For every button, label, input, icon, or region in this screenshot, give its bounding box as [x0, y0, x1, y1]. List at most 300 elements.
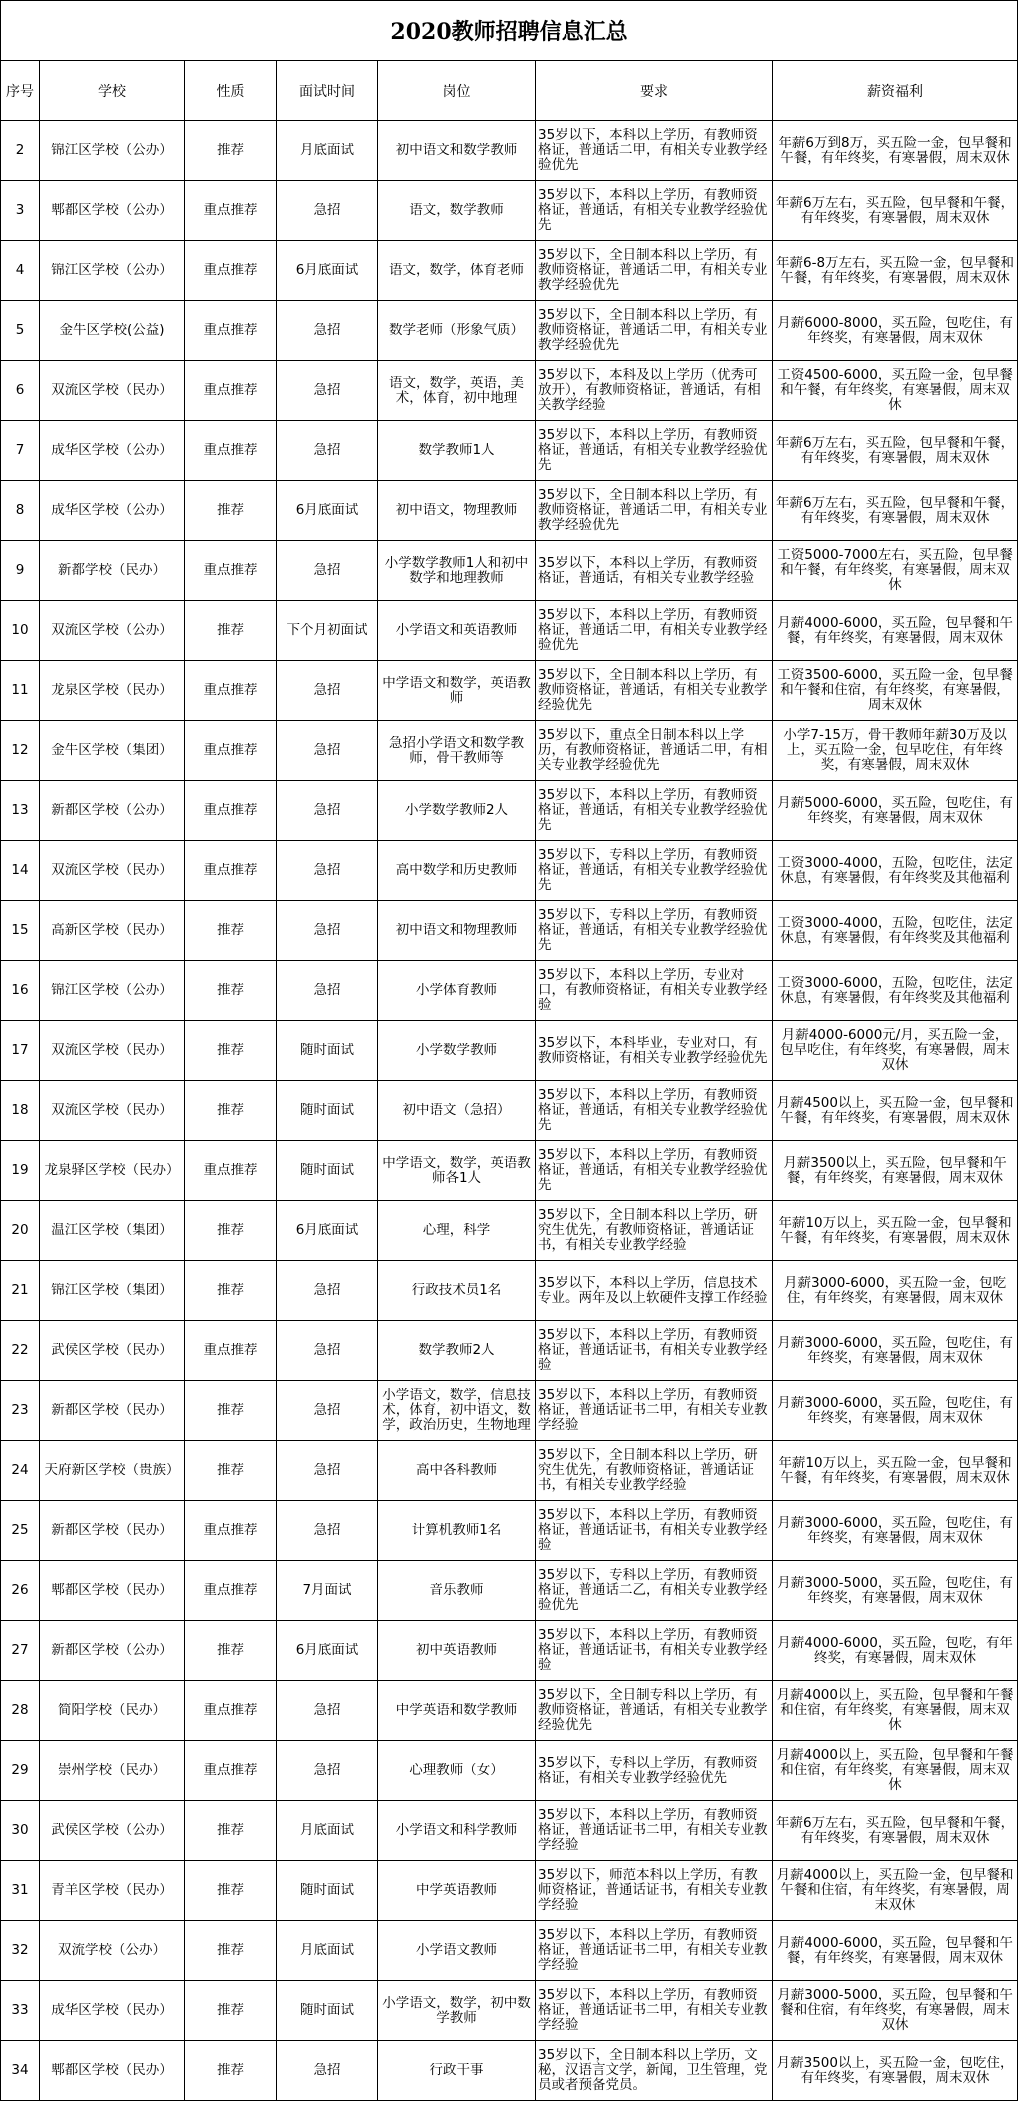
interview-time-cell [277, 1141, 378, 1201]
interview-time-cell [277, 1441, 378, 1501]
row-number: 29 [11, 1763, 29, 1778]
recommend-type: 重点推荐 [203, 803, 258, 818]
salary-benefits-cell [773, 841, 1018, 901]
position-name-cell [378, 1981, 536, 2041]
row-number: 4 [15, 263, 25, 278]
school-name: 高新区学校（民办） [51, 923, 173, 938]
requirements: 35岁以下，专科以上学历，有教师资格证，有相关专业教学经验优先 [538, 1755, 758, 1786]
requirements-cell [536, 901, 773, 961]
requirements: 35岁以下，本科毕业，专业对口，有教师资格证，有相关专业教学经验优先 [538, 1035, 768, 1066]
recommend-type: 重点推荐 [203, 1163, 258, 1178]
position-name-cell [378, 661, 536, 721]
recommend-type-cell [185, 1441, 277, 1501]
row-number-cell [1, 661, 40, 721]
salary-benefits-cell [773, 601, 1018, 661]
requirements-cell [536, 541, 773, 601]
position-name: 高中数学和历史教师 [395, 863, 518, 878]
row-number: 14 [11, 863, 29, 878]
interview-time: 6月底面试 [295, 1223, 359, 1238]
school-name: 新都区学校（公办） [51, 803, 173, 818]
requirements-cell [536, 1921, 773, 1981]
salary-benefits: 月薪4000以上，买五险，包早餐和午餐和住宿，有年终奖，有寒暑假，周末双休 [776, 1748, 1014, 1793]
interview-time-cell [277, 1021, 378, 1081]
salary-benefits-cell [773, 181, 1018, 241]
row-number-cell [1, 181, 40, 241]
interview-time: 急招 [313, 983, 341, 998]
salary-benefits-cell [773, 1141, 1018, 1201]
row-number-cell [1, 1801, 40, 1861]
salary-benefits: 月薪3000-6000，买五险，包吃住，有年终奖，有寒暑假，周末双休 [777, 1515, 1013, 1546]
interview-time-cell [277, 481, 378, 541]
row-number-cell [1, 781, 40, 841]
position-name: 行政干事 [429, 2063, 484, 2078]
interview-time-cell [277, 361, 378, 421]
row-number: 17 [11, 1043, 29, 1058]
row-number: 16 [11, 983, 29, 998]
salary-benefits-cell [773, 721, 1018, 781]
salary-benefits: 月薪6000-8000，买五险，包吃住，有年终奖，有寒暑假，周末双休 [777, 315, 1013, 346]
row-number: 24 [11, 1463, 29, 1478]
requirements-cell [536, 1561, 773, 1621]
position-name-cell [378, 1921, 536, 1981]
interview-time: 随时面试 [300, 1883, 354, 1898]
salary-benefits-cell [773, 1561, 1018, 1621]
school-name: 新都区学校（公办） [51, 1643, 173, 1658]
requirements: 35岁以下，本科以上学历，有教师资格证，普通话，有相关专业教学经验优先 [538, 788, 768, 833]
salary-benefits-cell [773, 541, 1018, 601]
school-name-cell [40, 901, 185, 961]
row-number-cell [1, 241, 40, 301]
requirements-cell [536, 121, 773, 181]
row-number: 6 [15, 383, 25, 398]
requirements: 35岁以下，全日制本科以上学历，研究生优先，有教师资格证，普通话证书，有相关专业教学经验 [538, 1208, 758, 1253]
recommend-type-cell [185, 2041, 277, 2101]
position-name: 小学语文和英语教师 [395, 623, 518, 638]
requirements-cell [536, 601, 773, 661]
row-number-cell [1, 1201, 40, 1261]
interview-time-cell [277, 901, 378, 961]
salary-benefits-cell [773, 1381, 1018, 1441]
salary-benefits: 月薪4500以上，买五险一金，包早餐和午餐，有年终奖，有寒暑假，周末双休 [776, 1095, 1014, 1126]
salary-benefits: 工资3500-6000，买五险一金，包早餐和午餐和住宿，有年终奖，有寒暑假，周末双休 [777, 668, 1013, 713]
row-number: 34 [11, 2063, 29, 2078]
interview-time-cell [277, 1741, 378, 1801]
row-number: 22 [11, 1343, 29, 1358]
interview-time: 急招 [313, 923, 341, 938]
interview-time-cell [277, 1261, 378, 1321]
salary-benefits-cell [773, 1681, 1018, 1741]
school-name-cell [40, 541, 185, 601]
table-row [1, 421, 1018, 481]
salary-benefits-cell [773, 121, 1018, 181]
interview-time: 月底面试 [300, 143, 354, 158]
recommend-type-cell [185, 1081, 277, 1141]
requirements: 35岁以下，本科以上学历，有教师资格证，普通话证书，有相关专业教学经验 [538, 1508, 768, 1553]
interview-time: 急招 [313, 683, 341, 698]
position-name: 语文，数学教师 [409, 203, 504, 218]
recommend-type-cell [185, 1381, 277, 1441]
salary-benefits: 工资4500-6000，买五险一金，包早餐和午餐，有年终奖，有寒暑假，周末双休 [777, 368, 1013, 413]
salary-benefits: 月薪3000-6000，买五险，包吃住，有年终奖，有寒暑假，周末双休 [777, 1335, 1013, 1366]
requirements: 35岁以下，本科以上学历，有教师资格证，普通话，有相关专业教学经验优先 [538, 188, 768, 233]
school-name-cell [40, 601, 185, 661]
school-name: 郫都区学校（民办） [51, 2063, 173, 2078]
position-name-cell [378, 541, 536, 601]
position-name: 初中英语教师 [416, 1643, 497, 1658]
interview-time-cell [277, 1381, 378, 1441]
recommend-type-cell [185, 421, 277, 481]
requirements-cell [536, 1141, 773, 1201]
row-number-cell [1, 1141, 40, 1201]
position-name-cell [378, 2041, 536, 2101]
position-name: 数学教师1人 [418, 443, 495, 458]
row-number-cell [1, 2041, 40, 2101]
interview-time-cell [277, 1201, 378, 1261]
salary-benefits: 月薪4000以上，买五险，包早餐和午餐和住宿，有年终奖，有寒暑假，周末双休 [776, 1688, 1014, 1733]
position-name: 小学数学教师 [416, 1043, 497, 1058]
school-name-cell [40, 361, 185, 421]
school-name-cell [40, 1321, 185, 1381]
school-name-cell [40, 661, 185, 721]
position-name: 数学老师（形象气质） [389, 323, 524, 338]
school-name: 双流区学校（民办） [51, 1043, 173, 1058]
recommend-type: 推荐 [217, 1463, 244, 1478]
table-row [1, 1621, 1018, 1681]
salary-benefits: 月薪3500以上，买五险一金，包吃住，有年终奖，有寒暑假，周末双休 [776, 2055, 1014, 2086]
school-name: 锦江区学校（公办） [51, 143, 173, 158]
position-name-cell [378, 421, 536, 481]
table-row [1, 841, 1018, 901]
requirements-cell [536, 421, 773, 481]
salary-benefits: 月薪4000-6000，买五险，包早餐和午餐，有年终奖，有寒暑假，周末双休 [777, 615, 1013, 646]
recommend-type-cell [185, 781, 277, 841]
interview-time-cell [277, 421, 378, 481]
interview-time: 急招 [313, 383, 341, 398]
row-number-cell [1, 1501, 40, 1561]
requirements: 35岁以下，本科以上学历，有教师资格证，普通话，有相关专业教学经验优先 [538, 1148, 768, 1193]
requirements: 35岁以下，本科以上学历，有教师资格证，普通话证书二甲，有相关专业教学经验 [538, 1388, 768, 1433]
requirements: 35岁以下，全日制本科以上学历，有教师资格证，普通话二甲，有相关专业教学经验优先 [538, 488, 768, 533]
position-name: 行政技术员1名 [411, 1283, 502, 1298]
position-name-cell [378, 181, 536, 241]
salary-benefits-cell [773, 241, 1018, 301]
requirements-cell [536, 1681, 773, 1741]
recommend-type-cell [185, 1321, 277, 1381]
position-name: 中学英语和数学教师 [395, 1703, 518, 1718]
interview-time-cell [277, 601, 378, 661]
school-name: 新都学校（民办） [58, 563, 166, 578]
recommend-type: 推荐 [217, 1643, 244, 1658]
requirements: 35岁以下，重点全日制本科以上学历，有教师资格证，普通话二甲，有相关专业教学经验优先 [538, 728, 768, 773]
school-name: 成华区学校（公办） [51, 443, 173, 458]
row-number-cell [1, 841, 40, 901]
row-number-cell [1, 481, 40, 541]
recommend-type-cell [185, 1141, 277, 1201]
salary-benefits-cell [773, 1801, 1018, 1861]
table-row [1, 781, 1018, 841]
row-number: 27 [11, 1643, 29, 1658]
interview-time-cell [277, 1501, 378, 1561]
position-name: 小学数学教师1人和初中数学和地理教师 [384, 555, 529, 586]
requirements: 35岁以下，本科及以上学历（优秀可放开），有教师资格证，普通话，有相关教学经验 [538, 368, 761, 413]
salary-benefits-cell [773, 661, 1018, 721]
title-row [1, 1, 1018, 61]
interview-time: 7月面试 [302, 1583, 352, 1598]
table-row [1, 121, 1018, 181]
position-name-cell [378, 961, 536, 1021]
recommend-type: 推荐 [217, 1883, 244, 1898]
interview-time-cell [277, 1801, 378, 1861]
row-number: 9 [15, 563, 25, 578]
recommend-type: 重点推荐 [203, 323, 258, 338]
interview-time-cell [277, 1561, 378, 1621]
requirements-cell [536, 1441, 773, 1501]
salary-benefits-cell [773, 2041, 1018, 2101]
position-name: 中学英语教师 [416, 1883, 497, 1898]
requirements: 35岁以下，本科以上学历，有教师资格证，普通话证书，有相关专业教学经验 [538, 1628, 768, 1673]
row-number: 2 [15, 143, 25, 158]
salary-benefits-cell [773, 1621, 1018, 1681]
table-row [1, 1741, 1018, 1801]
position-name-cell [378, 1861, 536, 1921]
row-number-cell [1, 1921, 40, 1981]
requirements-cell [536, 961, 773, 1021]
requirements-cell [536, 181, 773, 241]
row-number: 10 [11, 623, 29, 638]
row-number-cell [1, 1381, 40, 1441]
row-number: 23 [11, 1403, 29, 1418]
header-requirements: 要求 [536, 61, 773, 121]
table-row [1, 1681, 1018, 1741]
table-row [1, 961, 1018, 1021]
salary-benefits: 月薪4000-6000，买五险，包早餐和午餐，有年终奖，有寒暑假，周末双休 [777, 1935, 1013, 1966]
interview-time-cell [277, 2041, 378, 2101]
table-row [1, 1141, 1018, 1201]
salary-benefits-cell [773, 1501, 1018, 1561]
interview-time: 急招 [313, 1763, 341, 1778]
requirements-cell [536, 1981, 773, 2041]
interview-time: 急招 [313, 743, 341, 758]
requirements: 35岁以下，本科以上学历，有教师资格证，普通话二甲，有相关专业教学经验优先 [538, 608, 768, 653]
school-name: 郫都区学校（公办） [51, 203, 173, 218]
table-row [1, 361, 1018, 421]
salary-benefits-cell [773, 1741, 1018, 1801]
recommend-type: 推荐 [217, 623, 244, 638]
recommend-type: 推荐 [217, 1823, 244, 1838]
requirements-cell [536, 361, 773, 421]
requirements-cell [536, 781, 773, 841]
school-name-cell [40, 721, 185, 781]
position-name-cell [378, 1501, 536, 1561]
salary-benefits: 月薪3000-6000，买五险一金，包吃住，有年终奖，有寒暑假，周末双休 [783, 1275, 1007, 1306]
interview-time: 急招 [313, 1343, 341, 1358]
position-name: 计算机教师1名 [411, 1523, 502, 1538]
recommend-type: 重点推荐 [203, 683, 258, 698]
school-name-cell [40, 1681, 185, 1741]
position-name-cell [378, 841, 536, 901]
row-number: 30 [11, 1823, 29, 1838]
position-name-cell [378, 1381, 536, 1441]
interview-time-cell [277, 661, 378, 721]
row-number: 19 [11, 1163, 29, 1178]
requirements: 35岁以下，本科以上学历，有教师资格证，普通话证书二甲，有相关专业教学经验 [538, 1988, 768, 2033]
position-name: 中学语文，数学，英语教师各1人 [382, 1155, 531, 1186]
school-name: 成华区学校（民办） [51, 2003, 173, 2018]
interview-time: 急招 [313, 1403, 341, 1418]
school-name: 双流学校（公办） [58, 1943, 166, 1958]
school-name-cell [40, 1921, 185, 1981]
recommend-type: 重点推荐 [203, 1523, 258, 1538]
recommend-type-cell [185, 961, 277, 1021]
requirements-cell [536, 1201, 773, 1261]
school-name: 温江区学校（集团） [51, 1223, 173, 1238]
requirements: 35岁以下，师范本科以上学历，有教师资格证，普通话证书，有相关专业教学经验 [538, 1868, 768, 1913]
row-number: 33 [11, 2003, 29, 2018]
position-name-cell [378, 1141, 536, 1201]
row-number: 3 [15, 203, 25, 218]
table-row [1, 1021, 1018, 1081]
requirements-cell [536, 1381, 773, 1441]
school-name-cell [40, 481, 185, 541]
recommend-type-cell [185, 121, 277, 181]
interview-time-cell [277, 1921, 378, 1981]
requirements-cell [536, 481, 773, 541]
row-number: 21 [11, 1283, 29, 1298]
requirements-cell [536, 1261, 773, 1321]
recommend-type-cell [185, 1501, 277, 1561]
recommend-type-cell [185, 1861, 277, 1921]
position-name: 心理，科学 [422, 1223, 491, 1238]
salary-benefits-cell [773, 961, 1018, 1021]
recommend-type: 重点推荐 [203, 1343, 258, 1358]
row-number-cell [1, 1741, 40, 1801]
recommend-type: 重点推荐 [203, 563, 258, 578]
table-row [1, 1261, 1018, 1321]
position-name: 高中各科教师 [416, 1463, 497, 1478]
position-name-cell [378, 1561, 536, 1621]
position-name: 小学语文，数学，初中数学教师 [382, 1995, 531, 2026]
school-name: 金牛区学校（集团） [51, 743, 173, 758]
interview-time: 急招 [313, 2063, 341, 2078]
row-number-cell [1, 421, 40, 481]
school-name: 龙泉区学校（民办） [51, 683, 173, 698]
interview-time: 急招 [313, 1283, 341, 1298]
table-row [1, 1441, 1018, 1501]
table-row [1, 1861, 1018, 1921]
position-name: 心理教师（女） [409, 1763, 504, 1778]
table-row [1, 1381, 1018, 1441]
school-name: 天府新区学校（贵族） [44, 1463, 180, 1478]
header-position: 岗位 [378, 61, 536, 121]
row-number-cell [1, 1081, 40, 1141]
school-name: 锦江区学校（集团） [51, 1283, 173, 1298]
recommend-type: 重点推荐 [203, 443, 258, 458]
school-name-cell [40, 1261, 185, 1321]
salary-benefits-cell [773, 1321, 1018, 1381]
recommend-type: 重点推荐 [203, 203, 258, 218]
interview-time-cell [277, 961, 378, 1021]
requirements-cell [536, 241, 773, 301]
school-name-cell [40, 1981, 185, 2041]
school-name: 双流区学校（公办） [51, 623, 173, 638]
row-number: 13 [11, 803, 29, 818]
salary-benefits-cell [773, 481, 1018, 541]
salary-benefits: 年薪6万左右，买五险，包早餐和午餐，有年终奖，有寒暑假，周末双休 [775, 1815, 1015, 1846]
row-number-cell [1, 1021, 40, 1081]
interview-time-cell [277, 1321, 378, 1381]
position-name: 小学体育教师 [416, 983, 497, 998]
interview-time-cell [277, 781, 378, 841]
position-name-cell [378, 1801, 536, 1861]
salary-benefits: 年薪6万左右，买五险，包早餐和午餐，有年终奖，有寒暑假，周末双休 [775, 195, 1015, 226]
position-name-cell [378, 361, 536, 421]
position-name: 初中语文（急招） [402, 1103, 511, 1118]
row-number-cell [1, 1981, 40, 2041]
interview-time: 急招 [313, 443, 341, 458]
requirements: 35岁以下，专科以上学历，有教师资格证，普通话二乙，有相关专业教学经验优先 [538, 1568, 768, 1613]
recommend-type-cell [185, 1801, 277, 1861]
interview-time: 急招 [313, 803, 341, 818]
position-name-cell [378, 301, 536, 361]
school-name: 武侯区学校（民办） [51, 1343, 173, 1358]
position-name: 音乐教师 [429, 1583, 484, 1598]
position-name: 小学语文教师 [416, 1943, 497, 1958]
recommend-type: 推荐 [217, 2063, 244, 2078]
recommend-type-cell [185, 301, 277, 361]
row-number-cell [1, 721, 40, 781]
school-name: 双流区学校（民办） [51, 863, 173, 878]
position-name: 语文，数学，体育老师 [389, 263, 524, 278]
interview-time: 急招 [313, 563, 341, 578]
salary-benefits-cell [773, 1981, 1018, 2041]
table-row [1, 901, 1018, 961]
recommend-type-cell [185, 841, 277, 901]
position-name-cell [378, 121, 536, 181]
table-row [1, 1081, 1018, 1141]
recommend-type-cell [185, 1621, 277, 1681]
interview-time-cell [277, 541, 378, 601]
interview-time: 月底面试 [300, 1943, 354, 1958]
salary-benefits-cell [773, 901, 1018, 961]
table-row [1, 601, 1018, 661]
header-interview: 面试时间 [277, 61, 378, 121]
requirements: 35岁以下，本科以上学历，信息技术专业。两年及以上软硬件支撑工作经验 [538, 1275, 768, 1306]
row-number-cell [1, 1321, 40, 1381]
requirements-cell [536, 721, 773, 781]
recommend-type: 重点推荐 [203, 383, 258, 398]
recommend-type: 重点推荐 [203, 1703, 258, 1718]
interview-time: 急招 [313, 863, 341, 878]
table-row [1, 661, 1018, 721]
table-row [1, 241, 1018, 301]
position-name-cell [378, 1441, 536, 1501]
position-name: 初中语文和数学教师 [395, 143, 518, 158]
position-name-cell [378, 1021, 536, 1081]
school-name: 锦江区学校（公办） [51, 983, 173, 998]
row-number-cell [1, 1621, 40, 1681]
school-name-cell [40, 121, 185, 181]
row-number-cell [1, 961, 40, 1021]
recommend-type: 重点推荐 [203, 863, 258, 878]
salary-benefits: 工资5000-7000左右，买五险，包早餐和午餐，有年终奖，有寒暑假，周末双休 [777, 548, 1013, 593]
table-row [1, 721, 1018, 781]
school-name: 双流区学校（民办） [51, 1103, 173, 1118]
position-name-cell [378, 1681, 536, 1741]
school-name-cell [40, 841, 185, 901]
position-name: 初中语文和物理教师 [395, 923, 518, 938]
school-name: 崇州学校（民办） [58, 1763, 166, 1778]
requirements: 35岁以下，全日制专科以上学历，有教师资格证，普通话，有相关专业教学经验优先 [538, 1688, 768, 1733]
